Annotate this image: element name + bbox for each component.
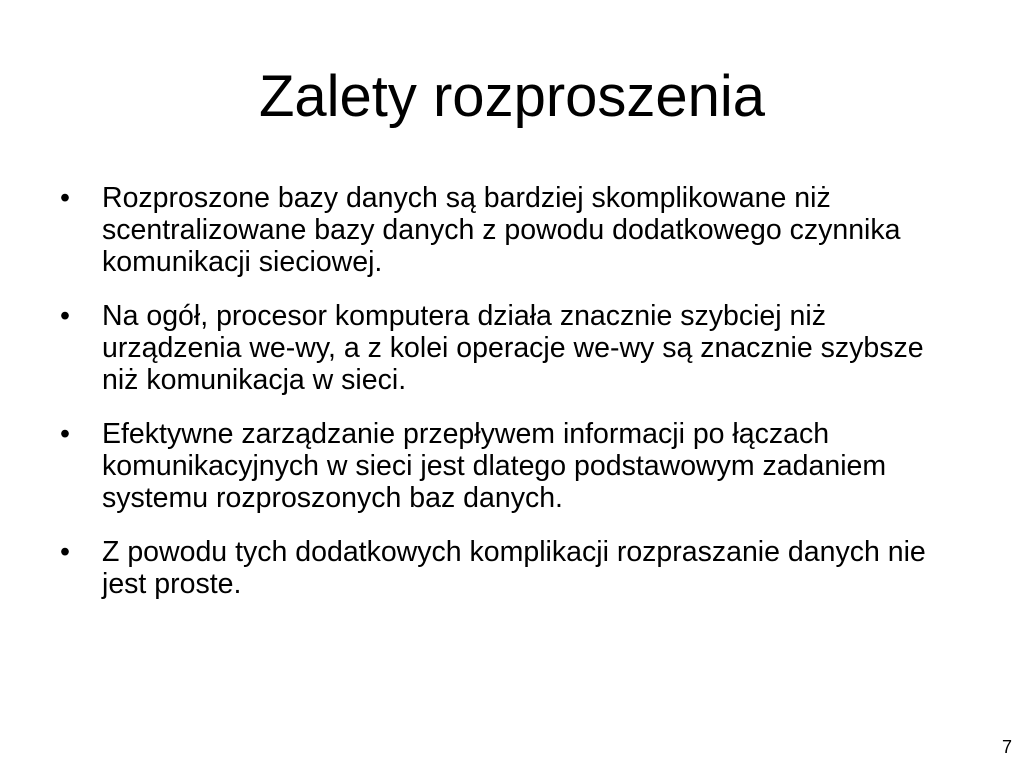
bullet-text: Na ogół, procesor komputera działa znacznie szybciej niż urządzenia we-wy, a z kolei operacje we-wy są znacznie szybsze niż komunikacja w sieci. bbox=[102, 300, 924, 396]
bullet-text: Z powodu tych dodatkowych komplikacji rozpraszanie danych nie jest proste. bbox=[102, 536, 926, 600]
bullet-list bbox=[60, 182, 960, 622]
bullet-icon: • bbox=[60, 300, 70, 332]
slide-title: Zalety rozproszenia bbox=[258, 64, 766, 129]
bullet-text: Rozproszone bazy danych są bardziej skomplikowane niż scentralizowane bazy danych z powodu dodatkowego czynnika komunikacji sieciowej. bbox=[102, 182, 901, 278]
bullet-item bbox=[60, 300, 960, 396]
bullet-icon: • bbox=[60, 418, 70, 450]
bullet-item bbox=[60, 418, 960, 514]
bullet-icon: • bbox=[60, 182, 70, 214]
bullet-item bbox=[60, 536, 960, 600]
page-number: 7 bbox=[1001, 737, 1012, 757]
bullet-item bbox=[60, 182, 960, 278]
bullet-icon: • bbox=[60, 536, 70, 568]
bullet-text: Efektywne zarządzanie przepływem informacji po łączach komunikacyjnych w sieci jest dlatego podstawowym zadaniem systemu rozproszonych baz danych. bbox=[102, 418, 887, 514]
